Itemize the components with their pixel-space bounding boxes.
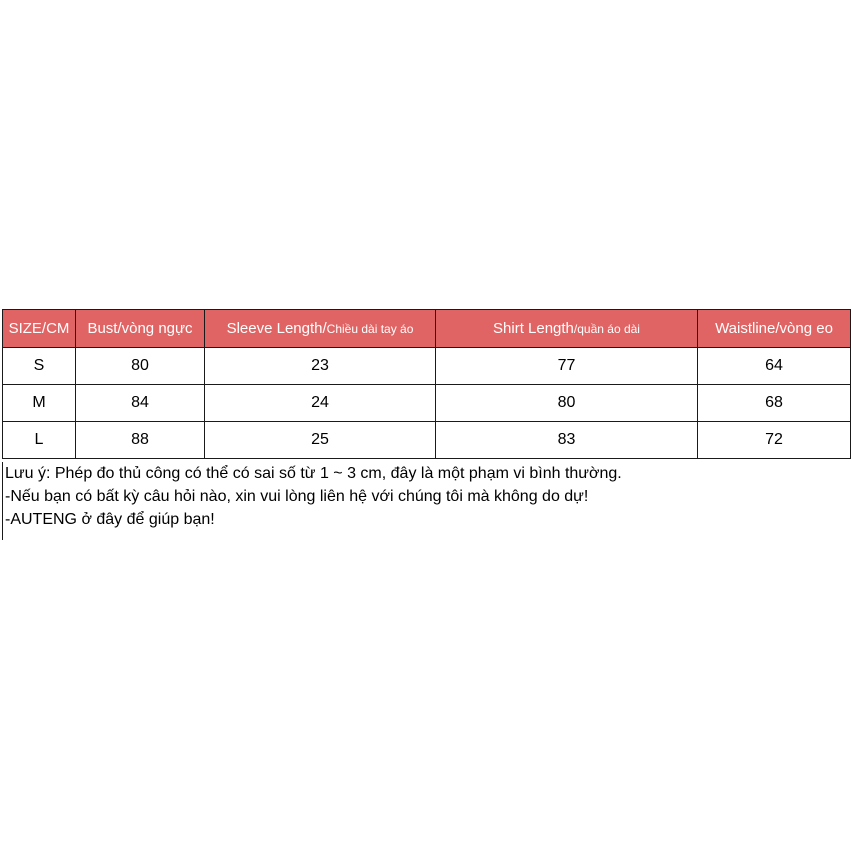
cell-bust: 84 xyxy=(76,385,205,422)
header-bust-label: Bust/vòng ngực xyxy=(87,320,193,337)
cell-shirt-length: 80 xyxy=(436,385,698,422)
cell-size: L xyxy=(3,422,76,459)
header-sleeve-length-label: Sleeve Length/ xyxy=(226,320,327,337)
table-row xyxy=(3,422,851,459)
note-help: -AUTENG ở đây để giúp bạn! xyxy=(5,511,215,528)
cell-size: M xyxy=(3,385,76,422)
header-sleeve-length-sub: Chiều dài tay áo xyxy=(326,322,414,336)
header-shirt-length-sub: /quần áo dài xyxy=(573,322,640,336)
header-bust xyxy=(76,310,205,348)
cell-sleeve-length: 24 xyxy=(205,385,436,422)
cell-shirt-length: 83 xyxy=(436,422,698,459)
cell-waistline: 72 xyxy=(698,422,851,459)
cell-waistline: 64 xyxy=(698,348,851,385)
table-row xyxy=(3,385,851,422)
size-chart-table xyxy=(2,309,851,459)
header-shirt-length xyxy=(436,310,698,348)
table-row xyxy=(3,348,851,385)
header-waistline xyxy=(698,310,851,348)
cell-bust: 80 xyxy=(76,348,205,385)
note-measurement-error: Lưu ý: Phép đo thủ công có thể có sai số từ 1 ~ 3 cm, đây là một phạm vi bình thường. xyxy=(5,465,622,482)
cell-shirt-length: 77 xyxy=(436,348,698,385)
notes-section xyxy=(2,462,850,540)
cell-sleeve-length: 25 xyxy=(205,422,436,459)
header-size xyxy=(3,310,76,348)
header-shirt-length-label: Shirt Length xyxy=(493,320,574,337)
table-header-row xyxy=(3,310,851,348)
cell-size: S xyxy=(3,348,76,385)
header-waistline-label: Waistline/vòng eo xyxy=(715,320,833,337)
cell-waistline: 68 xyxy=(698,385,851,422)
header-size-label: SIZE/CM xyxy=(8,320,70,337)
note-contact: -Nếu bạn có bất kỳ câu hỏi nào, xin vui lòng liên hệ với chúng tôi mà không do dự! xyxy=(5,488,589,505)
header-sleeve-length xyxy=(205,310,436,348)
cell-sleeve-length: 23 xyxy=(205,348,436,385)
cell-bust: 88 xyxy=(76,422,205,459)
